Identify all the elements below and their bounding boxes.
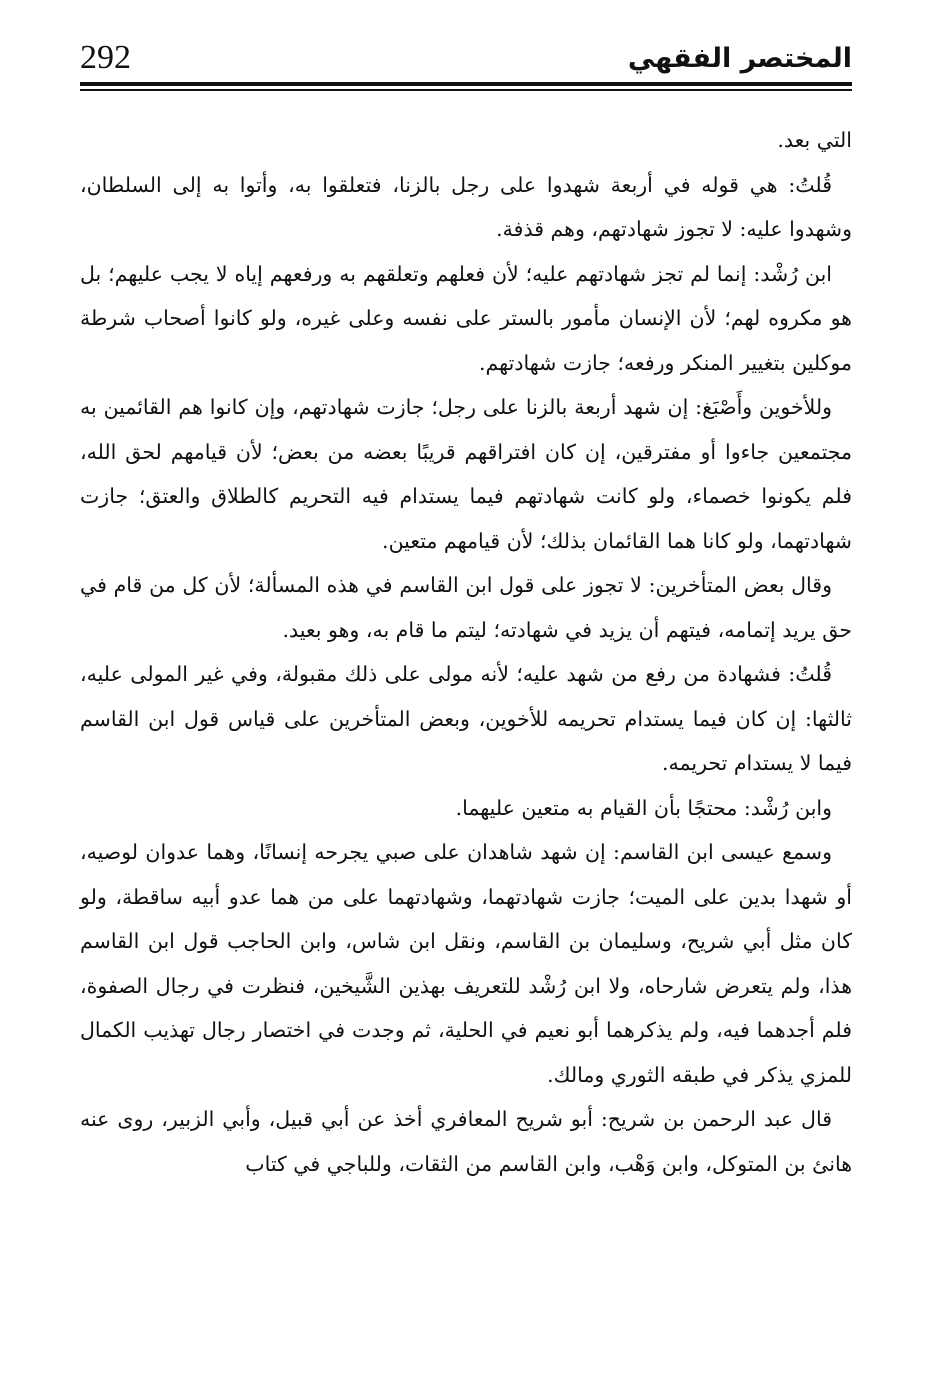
paragraph-3: ابن رُشْد: إنما لم تجز شهادتهم عليه؛ لأن فعلهم وتعلقهم به ورفعهم إياه لا يجب عليهم؛ بل هو مكروه لهم؛ لأن الإنسان مأمور بالستر على نفسه وعلى غيره، ولو كانوا أصحاب شرطة موكلين بتغيير المنكر ورفعه؛ جازت شهادتهم. (80, 261, 852, 375)
header-rule-thin (80, 89, 852, 91)
paragraph-1: التي بعد. (777, 128, 852, 152)
paragraph-5: وقال بعض المتأخرين: لا تجوز على قول ابن القاسم في هذه المسألة؛ لأن كل من قام في حق يريد إتمامه، فيتهم أن يزيد في شهادته؛ ليتم ما قام به، وهو بعيد. (80, 573, 852, 642)
paragraph-6: قُلتُ: فشهادة من رفع من شهد عليه؛ لأنه مولى على ذلك مقبولة، وفي غير المولى عليه، ثالثها: إن كان فيما يستدام تحريمه للأخوين، وبعض المتأخرين على قياس قول ابن القاسم فيما لا يستدام تحريمه. (80, 662, 852, 775)
paragraph-7: وابن رُشْد: محتجًا بأن القيام به متعين عليهما. (455, 795, 832, 820)
header-rule-thick (80, 82, 852, 86)
paragraph-9: قال عبد الرحمن بن شريح: أبو شريح المعافري أخذ عن أبي قبيل، وأبي الزبير، روى عنه هانئ بن المتوكل، وابن وَهْب، وابن القاسم من الثقات، وللباجي في كتاب (80, 1107, 852, 1176)
paragraph-2: قُلتُ: هي قوله في أربعة شهدوا على رجل بالزنا، فتعلقوا به، وأتوا به إلى السلطان، وشهدوا عليه: لا تجوز شهادتهم، وهم قذفة. (80, 172, 852, 241)
page-header (80, 36, 852, 80)
paragraph-8: وسمع عيسى ابن القاسم: إن شهد شاهدان على صبي يجرحه إنسانًا، وهما عدوان لوصيه، أو شهدا بدين على الميت؛ جازت شهادتهما، وشهادتهما على من هما عدو أبيه ساقطة، ولو كان مثل أبي شريح، وسليمان بن القاسم، ونقل ابن شاس، وابن الحاجب قول ابن القاسم هذا، ولم يتعرض شارحاه، ولا ابن رُشْد للتعريف بهذين الشَّيخين، فنظرت في رجال الصفوة، فلم أجدهما فيه، ولم يذكرهما أبو نعيم في الحلية، ثم وجدت في اختصار رجال تهذيب الكمال للمزي يذكر في طبقه الثوري ومالك. (80, 840, 852, 1087)
running-title: المختصر الفقهي (627, 43, 852, 74)
page-number: 292 (80, 39, 131, 76)
paragraph-4: وللأخوين وأَصْبَغ: إن شهد أربعة بالزنا على رجل؛ جازت شهادتهم، وإن كانوا هم القائمين به مجتمعين جاءوا أو مفترقين، إن كان افتراقهم قريبًا بعضه من بعض؛ لأن قيامهم لحق الله، فلم يكونوا خصماء، ولو كانت شهادتهم فيما يستدام فيه التحريم كالطلاق والعتق؛ جازت شهادتهما، ولو كانا هما القائمان بذلك؛ لأن قيامهم متعين. (80, 395, 852, 553)
body-text (80, 118, 852, 1186)
